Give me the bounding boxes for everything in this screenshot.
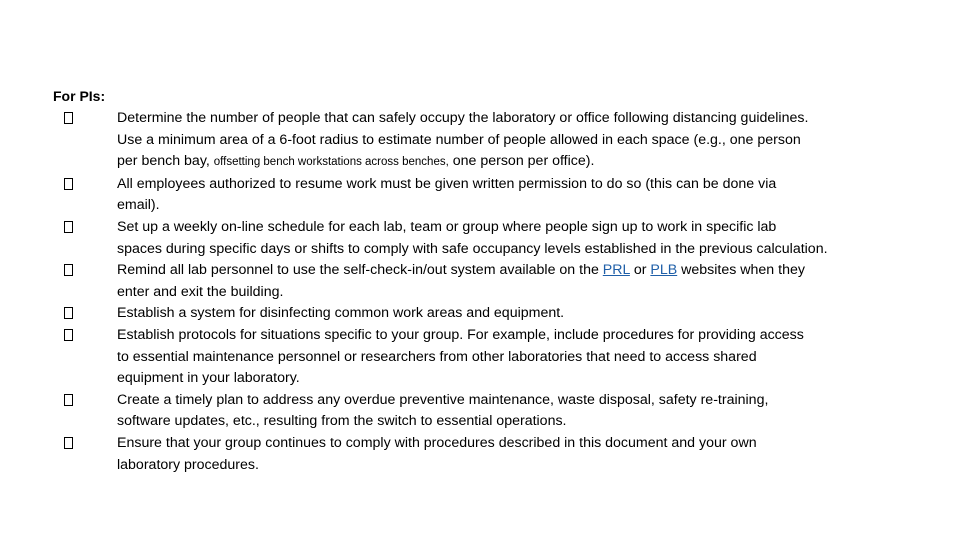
list-item — [64, 390, 944, 433]
item-line: laboratory procedures. — [117, 456, 259, 473]
item-line: Ensure that your group continues to comply with procedures described in this document and your own — [117, 434, 757, 451]
missing-glyph-box-icon — [64, 221, 73, 233]
missing-glyph-box-icon — [64, 329, 73, 341]
item-line-mixed — [117, 151, 944, 174]
missing-glyph-box-icon — [64, 112, 73, 124]
item-line: Set up a weekly on-line schedule for each lab, team or group where people sign up to work in specific lab — [117, 218, 777, 235]
item-text: websites when they — [677, 262, 805, 279]
item-text: per bench bay, — [117, 153, 214, 170]
item-line: Determine the number of people that can safely occupy the laboratory or office following distancing guidelines. — [117, 110, 809, 126]
missing-glyph-box-icon — [64, 264, 73, 276]
item-line: All employees authorized to resume work must be given written permission to do so (this can be done via — [117, 175, 777, 192]
list-item — [64, 303, 944, 325]
section-heading: For PIs: — [53, 88, 106, 104]
missing-glyph-box-icon — [64, 437, 73, 449]
list-item — [64, 217, 944, 260]
missing-glyph-box-icon — [64, 178, 73, 190]
item-line: spaces during specific days or shifts to comply with safe occupancy levels established in the previous calculation. — [117, 240, 828, 257]
list-item — [64, 174, 944, 217]
item-text-small: offsetting bench workstations across benches, — [213, 156, 449, 169]
missing-glyph-box-icon — [64, 394, 73, 406]
item-line: equipment in your laboratory. — [117, 370, 300, 387]
item-line: enter and exit the building. — [117, 283, 284, 300]
missing-glyph-box-icon — [64, 307, 73, 319]
item-line: to essential maintenance personnel or researchers from other laboratories that need to access shared — [117, 348, 757, 365]
item-text: one person per office). — [448, 153, 595, 170]
item-text: Remind all lab personnel to use the self-check-in/out system available on the — [117, 262, 603, 279]
instruction-list — [64, 108, 944, 476]
item-line: Use a minimum area of a 6-foot radius to estimate number of people allowed in each space (e.g., one person — [117, 131, 801, 148]
item-text: or — [629, 262, 651, 279]
prl-link[interactable]: PRL — [602, 262, 630, 279]
list-item — [64, 108, 944, 174]
item-line: Establish protocols for situations specific to your group. For example, include procedures for providing access — [117, 326, 804, 343]
plb-link[interactable]: PLB — [650, 262, 678, 279]
list-item — [64, 325, 944, 390]
list-item — [64, 260, 944, 303]
item-line: software updates, etc., resulting from the switch to essential operations. — [117, 413, 567, 430]
item-line: Create a timely plan to address any overdue preventive maintenance, waste disposal, safety re-training, — [117, 391, 769, 408]
item-line-with-links — [117, 260, 944, 282]
item-line: Establish a system for disinfecting common work areas and equipment. — [117, 305, 565, 322]
list-item — [64, 433, 944, 476]
item-line: email). — [117, 197, 160, 214]
